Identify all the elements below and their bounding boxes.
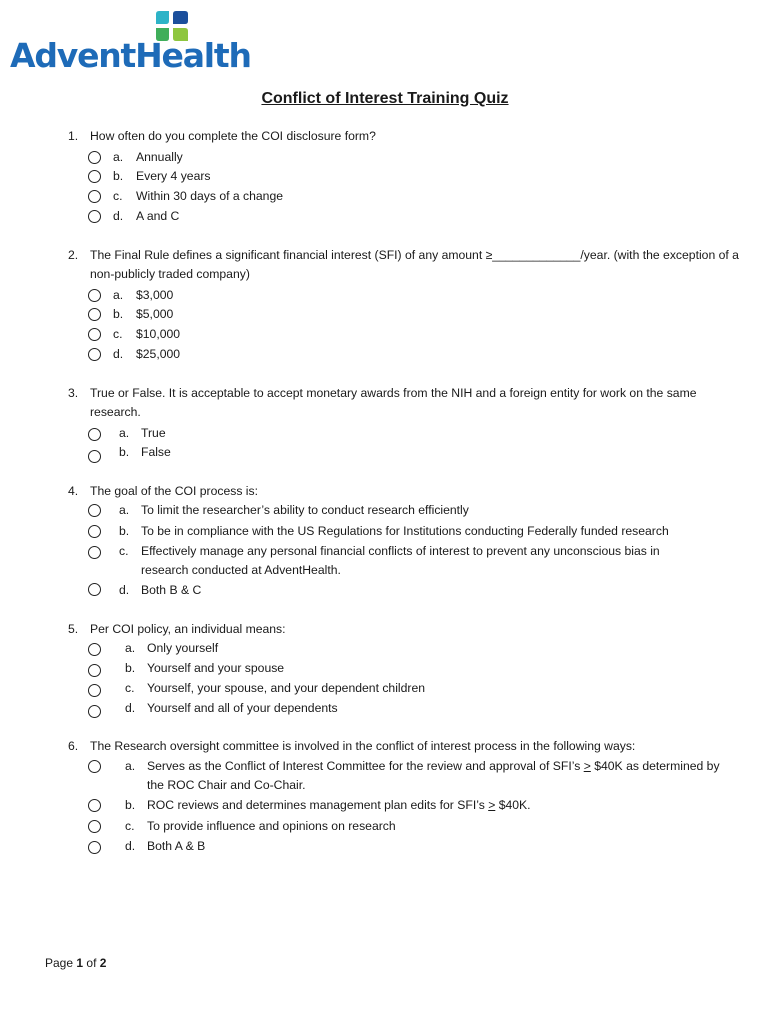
q3-option-b-letter: b. (119, 445, 130, 459)
radio-q5-b[interactable] (88, 664, 101, 677)
q6-option-b-text-post: $40K. (495, 798, 531, 812)
radio-q5-d[interactable] (88, 705, 101, 718)
q1-option-a-letter: a. (113, 150, 124, 164)
radio-q4-b[interactable] (88, 525, 101, 538)
radio-q2-c[interactable] (88, 328, 101, 341)
radio-q1-c[interactable] (88, 190, 101, 203)
q2-option-d-letter: d. (113, 347, 124, 361)
radio-q6-b[interactable] (88, 799, 101, 812)
q1-option-c-text: Within 30 days of a change (136, 189, 284, 203)
question-4-number: 4. (68, 484, 79, 498)
q6-option-a-symbol: > (583, 759, 591, 773)
q2-option-c-text: $10,000 (136, 327, 181, 341)
q4-option-b-letter: b. (119, 524, 130, 538)
q3-option-b-text: False (141, 445, 171, 459)
q6-option-c-letter: c. (125, 819, 135, 833)
q1-option-d-text: A and C (136, 209, 180, 223)
q6-option-c-text: To provide influence and opinions on research (147, 819, 396, 833)
radio-q6-d[interactable] (88, 841, 101, 854)
brand-name: AdventHealth (10, 36, 251, 75)
question-6-number: 6. (68, 739, 79, 753)
q1-option-b-letter: b. (113, 169, 124, 183)
question-3-text: True or False. It is acceptable to accept monetary awards from the NIH and a foreign entity for work on the same research. (90, 386, 697, 419)
page-title: Conflict of Interest Training Quiz (261, 90, 509, 107)
question-5-number: 5. (68, 622, 79, 636)
radio-q6-a[interactable] (88, 760, 101, 773)
radio-q2-d[interactable] (88, 348, 101, 361)
page-of-label: of (86, 956, 97, 970)
q6-option-d-letter: d. (125, 839, 136, 853)
page-footer (45, 956, 106, 970)
question-1-text: How often do you complete the COI disclosure form? (90, 129, 376, 143)
q4-option-a-text: To limit the researcher’s ability to conduct research efficiently (141, 503, 469, 517)
radio-q1-a[interactable] (88, 151, 101, 164)
q6-option-d-text: Both A & B (147, 839, 206, 853)
question-6-text: The Research oversight committee is involved in the conflict of interest process in the following ways: (90, 739, 636, 753)
q6-option-a-text (147, 757, 737, 795)
q5-option-d-letter: d. (125, 701, 136, 715)
question-1-number: 1. (68, 129, 79, 143)
question-2-text: The Final Rule defines a significant financial interest (SFI) of any amount ≥_____________/year. (with the exception of a non-publicly traded company) (90, 248, 739, 281)
q2-option-b-letter: b. (113, 307, 124, 321)
q6-option-a-text-pre: Serves as the Conflict of Interest Committee for the review and approval of SFI’s (147, 759, 584, 773)
q5-option-c-letter: c. (125, 681, 135, 695)
q6-option-a-letter: a. (125, 759, 136, 773)
question-4-text: The goal of the COI process is: (90, 484, 258, 498)
q4-option-c-text: Effectively manage any personal financial conflicts of interest to prevent any unconscious bias in research conducted at AdventHealth. (141, 544, 660, 577)
radio-q2-a[interactable] (88, 289, 101, 302)
question-3-number: 3. (68, 386, 79, 400)
q4-option-d-letter: d. (119, 583, 130, 597)
q4-option-a-letter: a. (119, 503, 130, 517)
q5-option-b-text: Yourself and your spouse (147, 661, 285, 675)
radio-q4-d[interactable] (88, 583, 101, 596)
q2-option-b-text: $5,000 (136, 307, 174, 321)
q1-option-a-text: Annually (136, 150, 183, 164)
question-2-number: 2. (68, 248, 79, 262)
q6-option-b-text-pre: ROC reviews and determines management plan edits for SFI’s (147, 798, 489, 812)
radio-q3-a[interactable] (88, 428, 101, 441)
radio-q1-d[interactable] (88, 210, 101, 223)
q6-option-b-text (147, 796, 531, 815)
q5-option-c-text: Yourself, your spouse, and your dependent children (147, 681, 426, 695)
q5-option-d-text: Yourself and all of your dependents (147, 701, 338, 715)
q1-option-c-letter: c. (113, 189, 123, 203)
radio-q5-a[interactable] (88, 643, 101, 656)
q4-option-c-letter: c. (119, 544, 129, 558)
q3-option-a-letter: a. (119, 426, 130, 440)
q4-option-b-text: To be in compliance with the US Regulations for Institutions conducting Federally funded research (141, 524, 669, 538)
radio-q4-c[interactable] (88, 546, 101, 559)
q6-option-b-symbol: > (488, 798, 496, 812)
page-current: 1 (76, 956, 84, 970)
q5-option-a-text: Only yourself (147, 641, 219, 655)
q1-option-d-letter: d. (113, 209, 124, 223)
q6-option-b-letter: b. (125, 798, 136, 812)
page-label: Page (45, 956, 74, 970)
radio-q4-a[interactable] (88, 504, 101, 517)
q1-option-b-text: Every 4 years (136, 169, 211, 183)
radio-q6-c[interactable] (88, 820, 101, 833)
radio-q2-b[interactable] (88, 308, 101, 321)
radio-q3-b[interactable] (88, 450, 101, 463)
q5-option-a-letter: a. (125, 641, 136, 655)
q2-option-a-text: $3,000 (136, 288, 174, 302)
q6-option-a-text-post: $40K as determined by the ROC Chair and Co-Chair. (147, 759, 720, 792)
radio-q5-c[interactable] (88, 684, 101, 697)
q4-option-d-text: Both B & C (141, 583, 202, 597)
q2-option-a-letter: a. (113, 288, 124, 302)
radio-q1-b[interactable] (88, 170, 101, 183)
q2-option-c-letter: c. (113, 327, 123, 341)
q3-option-a-text: True (141, 426, 166, 440)
page-total: 2 (99, 956, 107, 970)
q5-option-b-letter: b. (125, 661, 136, 675)
question-5-text: Per COI policy, an individual means: (90, 622, 286, 636)
q2-option-d-text: $25,000 (136, 347, 181, 361)
adventhealth-logo (10, 10, 251, 75)
